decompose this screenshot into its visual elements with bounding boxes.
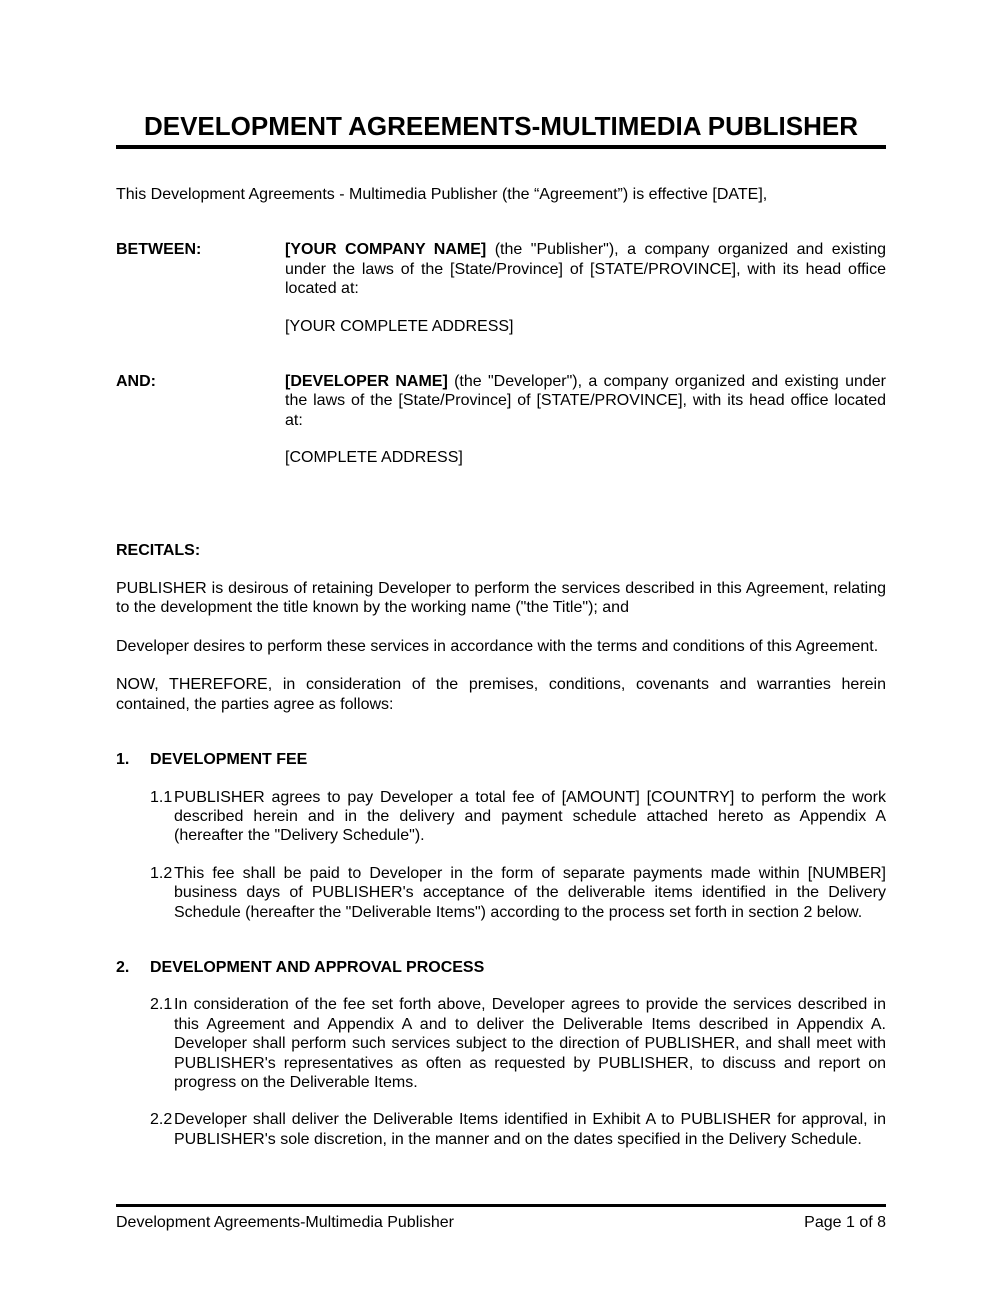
- recitals-heading: RECITALS:: [116, 541, 201, 559]
- clause-1-1-number: 1.1: [150, 788, 173, 806]
- publisher-party-body: [285, 240, 886, 336]
- footer-document-title: Development Agreements-Multimedia Publisher: [116, 1214, 454, 1231]
- section-1-number: 1.: [116, 751, 130, 769]
- publisher-address-placeholder: [YOUR COMPLETE ADDRESS]: [285, 317, 514, 335]
- party-row-between: [116, 240, 886, 336]
- clause-1-2: [116, 864, 886, 922]
- section-2-number: 2.: [116, 958, 130, 976]
- party-row-and: [116, 372, 886, 468]
- clause-2-2: [116, 1110, 886, 1149]
- clause-1-2-number: 1.2: [150, 864, 173, 882]
- developer-party-description: (the "Developer"), a company organized and existing under the laws of the [State/Province] of [STATE/PROVINCE], with its head office located at:: [285, 373, 886, 429]
- publisher-party-text: [285, 240, 886, 298]
- clause-2-2-text: Developer shall deliver the Deliverable Items identified in Exhibit A to PUBLISHER for approval, in PUBLISHER's sole discretion, in the manner and on the dates specified in the Delivery Schedule.: [174, 1111, 886, 1148]
- developer-name-placeholder: [DEVELOPER NAME]: [285, 373, 448, 391]
- footer-page-number: Page 1 of 8: [804, 1214, 886, 1231]
- section-1-heading: [116, 750, 886, 769]
- clause-2-1-number: 2.1: [150, 996, 173, 1014]
- developer-party-body: [285, 372, 886, 468]
- publisher-name-placeholder: [YOUR COMPANY NAME]: [285, 241, 487, 259]
- clause-2-2-number: 2.2: [150, 1111, 173, 1129]
- section-1-title: DEVELOPMENT FEE: [150, 751, 308, 769]
- recital-paragraph-3: NOW, THEREFORE, in consideration of the premises, conditions, covenants and warranties herein contained, the parties agree as follows:: [116, 676, 886, 713]
- page-title: DEVELOPMENT AGREEMENTS-MULTIMEDIA PUBLISHER: [116, 111, 886, 149]
- section-2-heading: [116, 958, 886, 977]
- clause-1-1: [116, 788, 886, 846]
- intro-paragraph: This Development Agreements - Multimedia Publisher (the “Agreement”) is effective [DATE],: [116, 186, 768, 203]
- clause-2-1: [116, 995, 886, 1092]
- developer-address-placeholder: [COMPLETE ADDRESS]: [285, 449, 463, 467]
- page-footer: [116, 1204, 886, 1232]
- between-label: BETWEEN:: [116, 241, 202, 259]
- clause-1-1-text: PUBLISHER agrees to pay Developer a total fee of [AMOUNT] [COUNTRY] to perform the work described herein and in the delivery and payment schedule attached hereto as Appendix A (hereafter the "Delivery Schedule").: [174, 788, 886, 845]
- recital-paragraph-2: Developer desires to perform these services in accordance with the terms and conditions of this Agreement.: [116, 637, 879, 655]
- and-label: AND:: [116, 373, 156, 391]
- developer-party-text: [285, 372, 886, 430]
- publisher-party-description: (the "Publisher"), a company organized and existing under the laws of the [State/Province] of [STATE/PROVINCE], with its head office located at:: [285, 241, 887, 298]
- section-2-title: DEVELOPMENT AND APPROVAL PROCESS: [150, 958, 485, 976]
- recital-paragraph-1: PUBLISHER is desirous of retaining Developer to perform the services described in this Agreement, relating to the development the title known by the working name ("the Title"); and: [116, 580, 886, 617]
- clause-1-2-text: This fee shall be paid to Developer in the form of separate payments made within [NUMBER] business days of PUBLISHER's acceptance of the deliverable items identified in the Delivery Schedule (hereafter the "Deliverable Items") according to the process set forth in section 2 below.: [174, 864, 886, 921]
- clause-2-1-text: In consideration of the fee set forth above, Developer agrees to provide the services described in this Agreement and Appendix A and to deliver the Deliverable Items described in Appendix A. Developer shall perform such services subject to the direction of PUBLISHER, and shall meet with PUBLISHER's representatives as often as requested by PUBLISHER, to discuss and report on progress on the Deliverable Items.: [174, 996, 886, 1091]
